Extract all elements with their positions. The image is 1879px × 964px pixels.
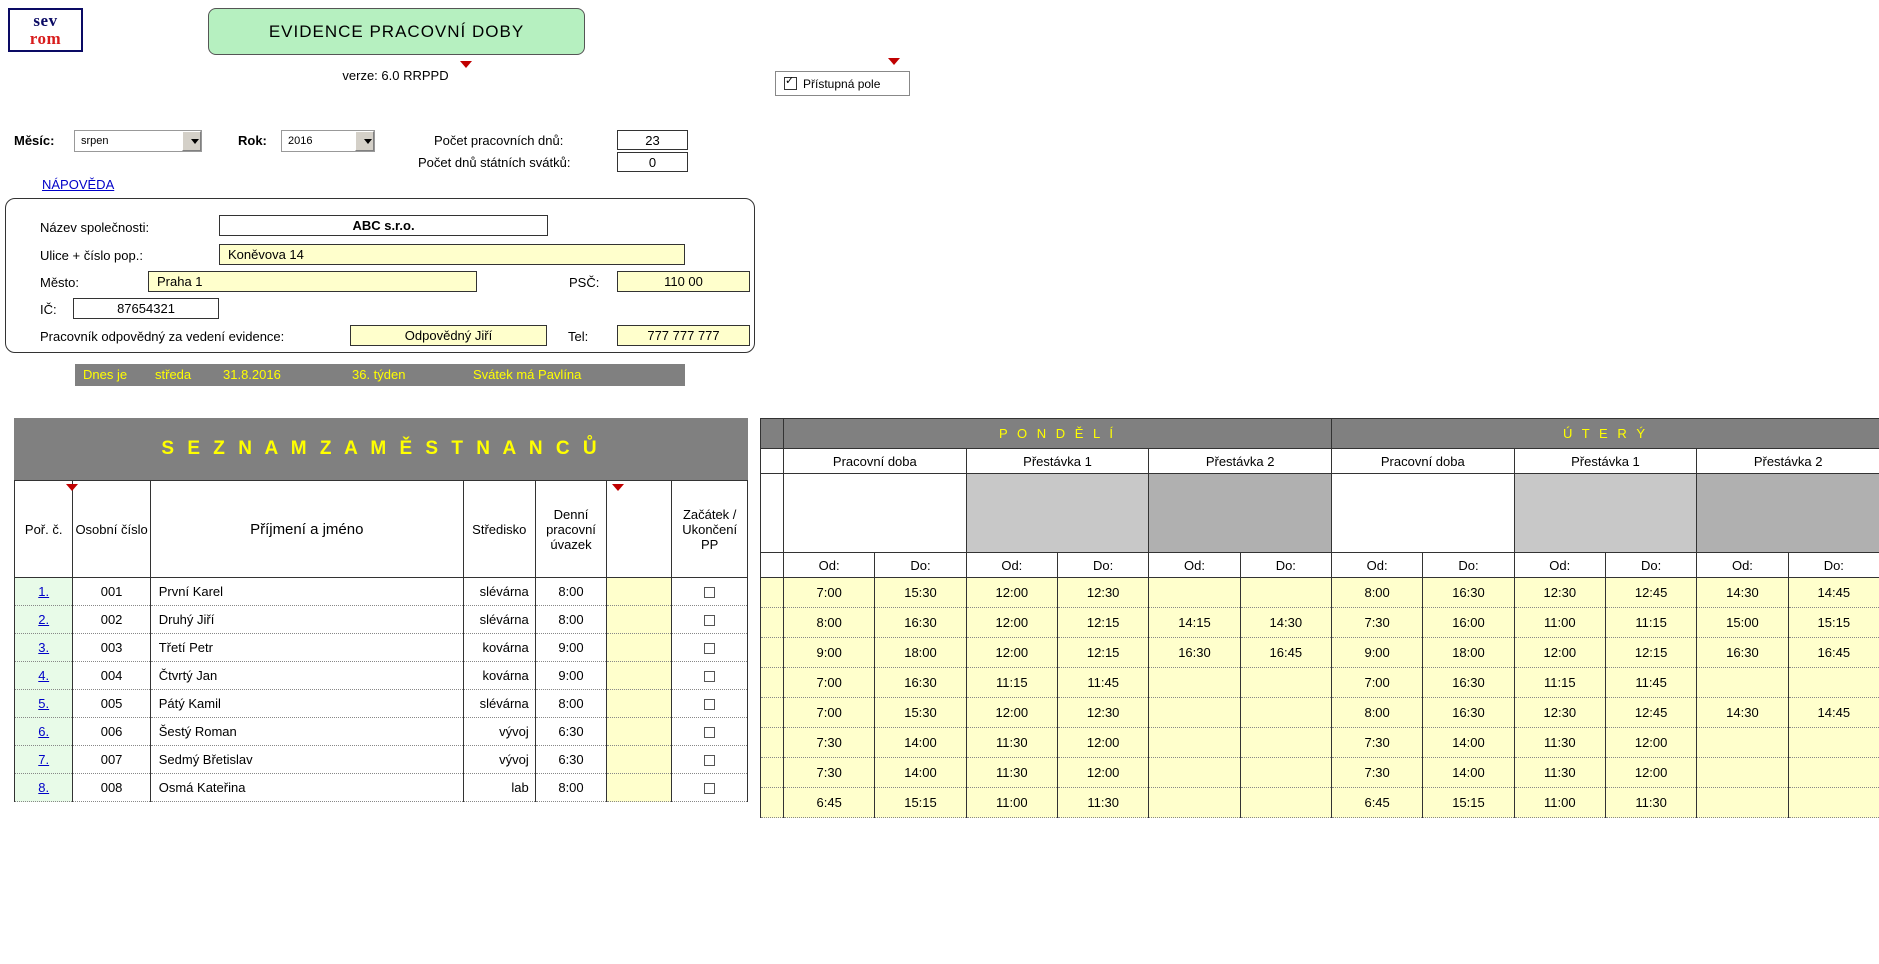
cell-poradove-cislo[interactable]: 5. bbox=[15, 690, 73, 718]
table-row bbox=[15, 634, 748, 662]
cell-monday-work-do[interactable]: 16:30 bbox=[875, 668, 966, 698]
employees-panel bbox=[14, 418, 748, 802]
cell-tuesday-work-od[interactable]: 7:30 bbox=[1331, 758, 1422, 788]
table-row bbox=[761, 728, 1879, 758]
checkbox-icon[interactable] bbox=[704, 615, 715, 626]
cell-poradove-cislo[interactable]: 4. bbox=[15, 662, 73, 690]
company-street-label: Ulice + číslo pop.: bbox=[40, 248, 143, 263]
table-row bbox=[761, 788, 1879, 818]
cell-monday-work-od[interactable]: 7:00 bbox=[784, 698, 875, 728]
cell-tuesday-break1-od[interactable]: 12:30 bbox=[1514, 578, 1605, 608]
sub-work-tue: Pracovní doba bbox=[1331, 449, 1514, 474]
cell-tuesday-work-od[interactable]: 7:30 bbox=[1331, 728, 1422, 758]
table-row bbox=[761, 608, 1879, 638]
cell-stredisko[interactable]: slévárna bbox=[463, 606, 535, 634]
checkbox-icon[interactable] bbox=[704, 643, 715, 654]
cell-poradove-cislo[interactable]: 6. bbox=[15, 718, 73, 746]
cell-uvazek[interactable]: 6:30 bbox=[535, 718, 607, 746]
logo-line-1: sev bbox=[33, 11, 58, 30]
year-label: Rok: bbox=[238, 133, 267, 148]
cell-uvazek[interactable]: 6:30 bbox=[535, 746, 607, 774]
today-status-bar bbox=[75, 364, 685, 386]
table-row bbox=[761, 668, 1879, 698]
cell-tuesday-break2-od[interactable]: 15:00 bbox=[1697, 608, 1788, 638]
cell-osobni-cislo[interactable]: 008 bbox=[73, 774, 150, 802]
checkbox-icon[interactable] bbox=[704, 783, 715, 794]
days-sub-row bbox=[761, 449, 1879, 474]
cell-stredisko[interactable]: vývoj bbox=[463, 718, 535, 746]
today-week: 36. týden bbox=[352, 367, 406, 382]
cell-tuesday-break1-od[interactable]: 12:30 bbox=[1514, 698, 1605, 728]
cell-monday-break2-do[interactable] bbox=[1240, 578, 1331, 608]
od-work-tue: Od: bbox=[1331, 553, 1422, 578]
cell-gap bbox=[761, 788, 784, 818]
holidays-value: 0 bbox=[617, 152, 688, 172]
cell-monday-work-do[interactable]: 14:00 bbox=[875, 758, 966, 788]
employees-table bbox=[14, 480, 748, 802]
cell-pp-checkbox[interactable] bbox=[672, 746, 748, 774]
do-break1-mon: Do: bbox=[1057, 553, 1148, 578]
od-break2-tue: Od: bbox=[1697, 553, 1788, 578]
cell-tuesday-work-do[interactable]: 16:30 bbox=[1423, 698, 1514, 728]
cell-jmeno[interactable]: Osmá Kateřina bbox=[150, 774, 463, 802]
col-poradove-cislo: Poř. č. bbox=[15, 481, 73, 578]
do-work-tue: Do: bbox=[1423, 553, 1514, 578]
cell-tuesday-break2-od[interactable]: 14:30 bbox=[1697, 698, 1788, 728]
cell-monday-break2-od[interactable] bbox=[1149, 728, 1240, 758]
cell-blank[interactable] bbox=[607, 718, 672, 746]
days-gap bbox=[761, 419, 784, 449]
cell-osobni-cislo[interactable]: 004 bbox=[73, 662, 150, 690]
cell-stredisko[interactable]: vývoj bbox=[463, 746, 535, 774]
cell-gap bbox=[761, 638, 784, 668]
cell-tuesday-break1-od[interactable]: 11:00 bbox=[1514, 788, 1605, 818]
cell-monday-work-do[interactable]: 15:30 bbox=[875, 578, 966, 608]
cell-stredisko[interactable]: kovárna bbox=[463, 662, 535, 690]
cell-monday-break1-od[interactable]: 12:00 bbox=[966, 698, 1057, 728]
employees-body bbox=[15, 578, 748, 802]
days-top-row bbox=[761, 419, 1879, 449]
cell-monday-work-od[interactable]: 7:30 bbox=[784, 728, 875, 758]
spacer-break2-mon bbox=[1149, 474, 1332, 553]
year-value: 2016 bbox=[288, 135, 313, 147]
cell-monday-break1-do[interactable]: 12:00 bbox=[1057, 758, 1148, 788]
today-date: 31.8.2016 bbox=[223, 367, 281, 382]
tel-label: Tel: bbox=[568, 329, 589, 344]
cell-tuesday-work-do[interactable]: 14:00 bbox=[1423, 728, 1514, 758]
cell-blank[interactable] bbox=[607, 578, 672, 606]
cell-monday-work-do[interactable]: 15:15 bbox=[875, 788, 966, 818]
cell-monday-break1-od[interactable]: 12:00 bbox=[966, 578, 1057, 608]
od-work-mon: Od: bbox=[784, 553, 875, 578]
table-row bbox=[761, 698, 1879, 728]
cell-tuesday-work-od[interactable]: 7:00 bbox=[1331, 668, 1422, 698]
cell-tuesday-work-do[interactable]: 14:00 bbox=[1423, 758, 1514, 788]
sub-work-mon: Pracovní doba bbox=[784, 449, 967, 474]
cell-monday-break1-do[interactable]: 12:00 bbox=[1057, 728, 1148, 758]
cell-pp-checkbox[interactable] bbox=[672, 578, 748, 606]
cell-jmeno[interactable]: Třetí Petr bbox=[150, 634, 463, 662]
table-row bbox=[15, 718, 748, 746]
cell-osobni-cislo[interactable]: 005 bbox=[73, 690, 150, 718]
col-blank bbox=[607, 481, 672, 578]
table-row bbox=[761, 638, 1879, 668]
days-body bbox=[761, 578, 1879, 818]
cell-tuesday-work-do[interactable]: 15:15 bbox=[1423, 788, 1514, 818]
company-city-label: Město: bbox=[40, 275, 80, 290]
cell-monday-break1-do[interactable]: 12:15 bbox=[1057, 608, 1148, 638]
company-name-label: Název společnosti: bbox=[40, 220, 150, 235]
employees-title: S E Z N A M Z A M Ě S T N A N C Ů bbox=[14, 418, 748, 480]
responsible-input[interactable]: Odpovědný Jiří bbox=[350, 325, 547, 346]
do-break2-tue: Do: bbox=[1788, 553, 1879, 578]
cell-monday-break2-do[interactable]: 14:30 bbox=[1240, 608, 1331, 638]
cell-uvazek[interactable]: 8:00 bbox=[535, 578, 607, 606]
month-value: srpen bbox=[81, 135, 109, 147]
cell-uvazek[interactable]: 9:00 bbox=[535, 662, 607, 690]
cell-gap bbox=[761, 758, 784, 788]
cell-tuesday-work-od[interactable]: 7:30 bbox=[1331, 608, 1422, 638]
cell-monday-break2-od[interactable] bbox=[1149, 668, 1240, 698]
cell-tuesday-break1-do[interactable]: 12:00 bbox=[1605, 758, 1696, 788]
today-label: Dnes je bbox=[83, 367, 128, 382]
cell-monday-break2-od[interactable]: 16:30 bbox=[1149, 638, 1240, 668]
cell-osobni-cislo[interactable]: 002 bbox=[73, 606, 150, 634]
checkbox-icon[interactable] bbox=[704, 671, 715, 682]
cell-tuesday-break2-od[interactable]: 14:30 bbox=[1697, 578, 1788, 608]
sub-break1-tue: Přestávka 1 bbox=[1514, 449, 1697, 474]
cell-monday-work-do[interactable]: 18:00 bbox=[875, 638, 966, 668]
cell-gap bbox=[761, 608, 784, 638]
cell-gap bbox=[761, 728, 784, 758]
year-select[interactable] bbox=[281, 130, 375, 152]
cell-tuesday-break1-od[interactable]: 12:00 bbox=[1514, 638, 1605, 668]
checkbox-icon[interactable] bbox=[704, 755, 715, 766]
cell-blank[interactable] bbox=[607, 606, 672, 634]
table-row bbox=[761, 578, 1879, 608]
cell-blank[interactable] bbox=[607, 662, 672, 690]
cell-monday-work-do[interactable]: 15:30 bbox=[875, 698, 966, 728]
cell-monday-break1-od[interactable]: 11:15 bbox=[966, 668, 1057, 698]
cell-osobni-cislo[interactable]: 006 bbox=[73, 718, 150, 746]
cell-tuesday-break1-od[interactable]: 11:00 bbox=[1514, 608, 1605, 638]
table-row bbox=[15, 774, 748, 802]
page-title: EVIDENCE PRACOVNÍ DOBY bbox=[208, 8, 585, 55]
cell-tuesday-break1-do[interactable]: 12:00 bbox=[1605, 728, 1696, 758]
month-label: Měsíc: bbox=[14, 133, 55, 148]
cell-monday-work-do[interactable]: 14:00 bbox=[875, 728, 966, 758]
col-zacatek-ukonceni: Začátek / Ukončení PP bbox=[672, 481, 748, 578]
cell-monday-break2-do[interactable]: 16:45 bbox=[1240, 638, 1331, 668]
cell-blank[interactable] bbox=[607, 634, 672, 662]
cell-tuesday-break2-do[interactable]: 14:45 bbox=[1788, 698, 1879, 728]
checkbox-icon[interactable] bbox=[704, 587, 715, 598]
cell-tuesday-break2-od[interactable] bbox=[1697, 668, 1788, 698]
cell-stredisko[interactable]: kovárna bbox=[463, 634, 535, 662]
cell-tuesday-break1-do[interactable]: 12:45 bbox=[1605, 578, 1696, 608]
company-ic-label: IČ: bbox=[40, 302, 57, 317]
cell-pp-checkbox[interactable] bbox=[672, 606, 748, 634]
days-table bbox=[760, 418, 1879, 818]
cell-monday-break1-od[interactable]: 11:30 bbox=[966, 728, 1057, 758]
today-weekday: středa bbox=[155, 367, 192, 382]
day-header-tuesday: Ú T E R Ý bbox=[1331, 419, 1879, 449]
cell-tuesday-break2-do[interactable]: 16:45 bbox=[1788, 638, 1879, 668]
cell-tuesday-break1-od[interactable]: 11:30 bbox=[1514, 728, 1605, 758]
cell-monday-break2-do[interactable] bbox=[1240, 728, 1331, 758]
col-uvazek: Denní pracovní úvazek bbox=[535, 481, 607, 578]
company-ic-input[interactable]: 87654321 bbox=[73, 298, 219, 319]
workdays-label: Počet pracovních dnů: bbox=[434, 133, 564, 148]
cell-monday-work-od[interactable]: 9:00 bbox=[784, 638, 875, 668]
cell-monday-break1-od[interactable]: 11:30 bbox=[966, 758, 1057, 788]
cell-pp-checkbox[interactable] bbox=[672, 718, 748, 746]
day-header-monday: P O N D Ě L Í bbox=[784, 419, 1332, 449]
cell-osobni-cislo[interactable]: 003 bbox=[73, 634, 150, 662]
days-spacer-row bbox=[761, 474, 1879, 553]
cell-jmeno[interactable]: Pátý Kamil bbox=[150, 690, 463, 718]
today-nameday: Svátek má Pavlína bbox=[473, 367, 582, 382]
spacer-break1-mon bbox=[966, 474, 1149, 553]
do-work-mon: Do: bbox=[875, 553, 966, 578]
col-stredisko: Středisko bbox=[463, 481, 535, 578]
days-panel bbox=[760, 418, 1879, 818]
cell-pp-checkbox[interactable] bbox=[672, 662, 748, 690]
table-row bbox=[15, 578, 748, 606]
cell-tuesday-break1-od[interactable]: 11:30 bbox=[1514, 758, 1605, 788]
cell-stredisko[interactable]: slévárna bbox=[463, 690, 535, 718]
cell-tuesday-break2-do[interactable] bbox=[1788, 788, 1879, 818]
cell-monday-work-od[interactable]: 8:00 bbox=[784, 608, 875, 638]
cell-gap bbox=[761, 578, 784, 608]
spacer-break2-tue bbox=[1697, 474, 1879, 553]
cell-monday-break2-do[interactable] bbox=[1240, 788, 1331, 818]
cell-comment-marker-title bbox=[460, 61, 472, 68]
cell-tuesday-break2-do[interactable]: 14:45 bbox=[1788, 578, 1879, 608]
version-label: verze: 6.0 RRPPD bbox=[342, 68, 449, 83]
cell-tuesday-work-od[interactable]: 8:00 bbox=[1331, 698, 1422, 728]
cell-jmeno[interactable]: První Karel bbox=[150, 578, 463, 606]
cell-tuesday-break1-od[interactable]: 11:15 bbox=[1514, 668, 1605, 698]
col-osobni-cislo: Osobní číslo bbox=[73, 481, 150, 578]
workdays-value: 23 bbox=[617, 130, 688, 150]
cell-stredisko[interactable]: slévárna bbox=[463, 578, 535, 606]
cell-tuesday-break1-do[interactable]: 12:45 bbox=[1605, 698, 1696, 728]
spacer-break1-tue bbox=[1514, 474, 1697, 553]
sub-gap bbox=[761, 449, 784, 474]
cell-tuesday-work-od[interactable]: 8:00 bbox=[1331, 578, 1422, 608]
cell-uvazek[interactable]: 8:00 bbox=[535, 774, 607, 802]
chevron-down-icon[interactable] bbox=[355, 131, 374, 151]
chevron-down-icon[interactable] bbox=[182, 131, 201, 151]
checkbox-icon[interactable] bbox=[704, 699, 715, 710]
cell-blank[interactable] bbox=[607, 746, 672, 774]
accessible-fields-label: Přístupná pole bbox=[803, 76, 881, 91]
do-break2-mon: Do: bbox=[1240, 553, 1331, 578]
cell-monday-break2-od[interactable]: 14:15 bbox=[1149, 608, 1240, 638]
od-break1-mon: Od: bbox=[966, 553, 1057, 578]
table-row bbox=[15, 690, 748, 718]
checkbox-icon[interactable] bbox=[784, 77, 797, 90]
spacer-gap bbox=[761, 474, 784, 553]
cell-monday-break2-od[interactable] bbox=[1149, 788, 1240, 818]
tel-input[interactable]: 777 777 777 bbox=[617, 325, 750, 346]
cell-comment-marker-uvazek bbox=[612, 484, 624, 491]
cell-monday-break1-do[interactable]: 12:15 bbox=[1057, 638, 1148, 668]
cell-tuesday-work-do[interactable]: 16:30 bbox=[1423, 668, 1514, 698]
table-row bbox=[15, 662, 748, 690]
cell-pp-checkbox[interactable] bbox=[672, 634, 748, 662]
cell-jmeno[interactable]: Druhý Jiří bbox=[150, 606, 463, 634]
cell-tuesday-break2-do[interactable] bbox=[1788, 668, 1879, 698]
cell-tuesday-work-do[interactable]: 18:00 bbox=[1423, 638, 1514, 668]
cell-tuesday-break2-od[interactable] bbox=[1697, 758, 1788, 788]
col-jmeno: Příjmení a jméno bbox=[150, 481, 463, 578]
cell-tuesday-break1-do[interactable]: 11:30 bbox=[1605, 788, 1696, 818]
cell-monday-break1-do[interactable]: 12:30 bbox=[1057, 698, 1148, 728]
company-logo bbox=[8, 8, 83, 52]
cell-tuesday-break2-do[interactable] bbox=[1788, 728, 1879, 758]
cell-monday-break2-od[interactable] bbox=[1149, 578, 1240, 608]
cell-tuesday-break2-od[interactable] bbox=[1697, 728, 1788, 758]
cell-tuesday-break2-do[interactable]: 15:15 bbox=[1788, 608, 1879, 638]
table-row bbox=[15, 606, 748, 634]
cell-jmeno[interactable]: Sedmý Břetislav bbox=[150, 746, 463, 774]
cell-tuesday-work-od[interactable]: 6:45 bbox=[1331, 788, 1422, 818]
cell-tuesday-work-od[interactable]: 9:00 bbox=[1331, 638, 1422, 668]
cell-tuesday-break1-do[interactable]: 11:45 bbox=[1605, 668, 1696, 698]
responsible-label: Pracovník odpovědný za vedení evidence: bbox=[40, 329, 285, 344]
cell-tuesday-break1-do[interactable]: 12:15 bbox=[1605, 638, 1696, 668]
sub-break2-mon: Přestávka 2 bbox=[1149, 449, 1332, 474]
table-row bbox=[15, 746, 748, 774]
cell-tuesday-break1-do[interactable]: 11:15 bbox=[1605, 608, 1696, 638]
cell-monday-break1-od[interactable]: 11:00 bbox=[966, 788, 1057, 818]
accessible-fields-checkbox[interactable] bbox=[775, 71, 910, 96]
checkbox-icon[interactable] bbox=[704, 727, 715, 738]
cell-comment-marker-checkbox bbox=[888, 58, 900, 65]
od-break1-tue: Od: bbox=[1514, 553, 1605, 578]
cell-tuesday-break2-od[interactable] bbox=[1697, 788, 1788, 818]
cell-blank[interactable] bbox=[607, 774, 672, 802]
logo-line-2: rom bbox=[29, 29, 62, 48]
cell-monday-break2-od[interactable] bbox=[1149, 758, 1240, 788]
cell-poradove-cislo[interactable]: 7. bbox=[15, 746, 73, 774]
cell-monday-break2-od[interactable] bbox=[1149, 698, 1240, 728]
odo-gap bbox=[761, 553, 784, 578]
cell-blank[interactable] bbox=[607, 690, 672, 718]
days-odo-row bbox=[761, 553, 1879, 578]
company-city-input[interactable]: Praha 1 bbox=[148, 271, 477, 292]
cell-gap bbox=[761, 668, 784, 698]
table-row bbox=[761, 758, 1879, 788]
cell-monday-break1-do[interactable]: 12:30 bbox=[1057, 578, 1148, 608]
cell-tuesday-break2-do[interactable] bbox=[1788, 758, 1879, 788]
employees-header-row bbox=[15, 481, 748, 578]
cell-tuesday-work-do[interactable]: 16:00 bbox=[1423, 608, 1514, 638]
cell-tuesday-break2-od[interactable]: 16:30 bbox=[1697, 638, 1788, 668]
cell-osobni-cislo[interactable]: 001 bbox=[73, 578, 150, 606]
cell-monday-break2-do[interactable] bbox=[1240, 758, 1331, 788]
spacer-work-mon bbox=[784, 474, 967, 553]
company-zip-label: PSČ: bbox=[569, 275, 600, 290]
month-select[interactable] bbox=[74, 130, 202, 152]
company-name-input[interactable]: ABC s.r.o. bbox=[219, 215, 548, 236]
sub-break1-mon: Přestávka 1 bbox=[966, 449, 1149, 474]
company-zip-input[interactable]: 110 00 bbox=[617, 271, 750, 292]
cell-uvazek[interactable]: 8:00 bbox=[535, 606, 607, 634]
cell-monday-work-od[interactable]: 7:00 bbox=[784, 668, 875, 698]
do-break1-tue: Do: bbox=[1605, 553, 1696, 578]
cell-monday-break2-do[interactable] bbox=[1240, 698, 1331, 728]
cell-uvazek[interactable]: 8:00 bbox=[535, 690, 607, 718]
cell-poradove-cislo[interactable]: 3. bbox=[15, 634, 73, 662]
od-break2-mon: Od: bbox=[1149, 553, 1240, 578]
cell-osobni-cislo[interactable]: 007 bbox=[73, 746, 150, 774]
holidays-label: Počet dnů státních svátků: bbox=[418, 155, 571, 170]
cell-poradove-cislo[interactable]: 8. bbox=[15, 774, 73, 802]
cell-monday-work-od[interactable]: 7:30 bbox=[784, 758, 875, 788]
cell-monday-work-od[interactable]: 7:00 bbox=[784, 578, 875, 608]
cell-monday-break1-od[interactable]: 12:00 bbox=[966, 608, 1057, 638]
company-street-input[interactable]: Koněvova 14 bbox=[219, 244, 685, 265]
cell-gap bbox=[761, 698, 784, 728]
cell-poradove-cislo[interactable]: 1. bbox=[15, 578, 73, 606]
cell-uvazek[interactable]: 9:00 bbox=[535, 634, 607, 662]
sub-break2-tue: Přestávka 2 bbox=[1697, 449, 1879, 474]
cell-monday-break1-do[interactable]: 11:45 bbox=[1057, 668, 1148, 698]
cell-monday-work-do[interactable]: 16:30 bbox=[875, 608, 966, 638]
cell-jmeno[interactable]: Šestý Roman bbox=[150, 718, 463, 746]
help-link[interactable]: NÁPOVĚDA bbox=[42, 177, 115, 192]
cell-poradove-cislo[interactable]: 2. bbox=[15, 606, 73, 634]
cell-pp-checkbox[interactable] bbox=[672, 774, 748, 802]
cell-comment-marker-por bbox=[66, 484, 78, 491]
cell-tuesday-work-do[interactable]: 16:30 bbox=[1423, 578, 1514, 608]
cell-monday-break2-do[interactable] bbox=[1240, 668, 1331, 698]
cell-jmeno[interactable]: Čtvrtý Jan bbox=[150, 662, 463, 690]
cell-monday-break1-od[interactable]: 12:00 bbox=[966, 638, 1057, 668]
cell-pp-checkbox[interactable] bbox=[672, 690, 748, 718]
cell-monday-break1-do[interactable]: 11:30 bbox=[1057, 788, 1148, 818]
spacer-work-tue bbox=[1331, 474, 1514, 553]
cell-monday-work-od[interactable]: 6:45 bbox=[784, 788, 875, 818]
cell-stredisko[interactable]: lab bbox=[463, 774, 535, 802]
